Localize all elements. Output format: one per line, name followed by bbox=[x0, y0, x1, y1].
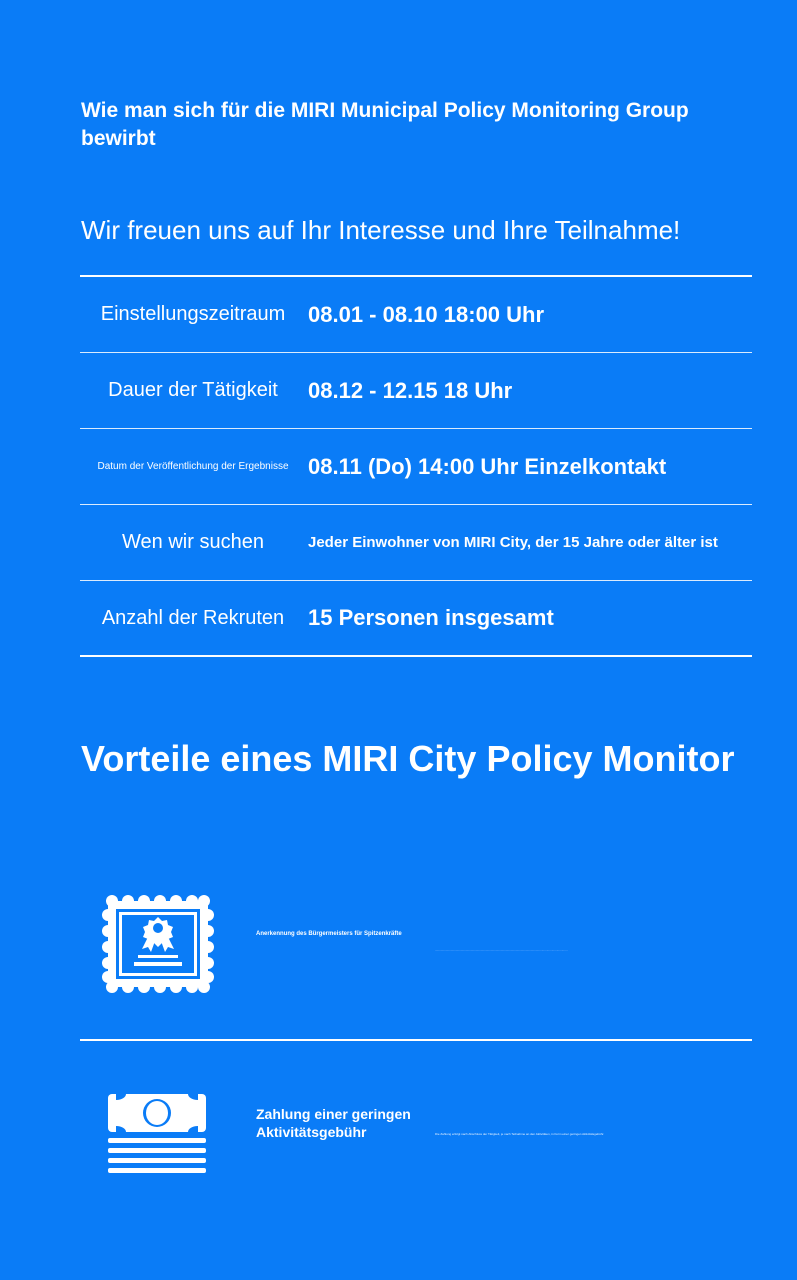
benefit-title: Anerkennung des Bürgermeisters für Spitzenkräfte bbox=[256, 931, 402, 937]
row-value: 08.01 - 08.10 18:00 Uhr bbox=[308, 301, 545, 327]
row-label: Einstellungszeitraum bbox=[100, 303, 286, 325]
certificate-icon bbox=[102, 895, 214, 998]
row-label: Anzahl der Rekruten bbox=[101, 606, 285, 629]
table-row bbox=[80, 353, 752, 429]
intro-text: Wir freuen uns auf Ihr Interesse und Ihre Teilnahme! bbox=[81, 215, 681, 245]
row-value: Jeder Einwohner von MIRI City, der 15 Jahre oder älter ist bbox=[308, 534, 718, 551]
benefit-description: ............................................................................................................................................................... bbox=[435, 948, 568, 952]
table-row bbox=[80, 277, 752, 353]
benefit-description: Die Zahlung erfolgt nach Abschluss der Tätigkeit, je nach Teilnahme an den Aktivitäten, in Form einer geringen Aktivitätsgebühr. bbox=[435, 1132, 605, 1136]
table-row bbox=[80, 505, 752, 581]
table-row bbox=[80, 581, 752, 655]
benefit-item bbox=[80, 1085, 752, 1180]
row-label: Datum der Veröffentlichung der Ergebnisse bbox=[97, 461, 289, 472]
row-label: Wen wir suchen bbox=[122, 531, 264, 553]
benefit-item bbox=[80, 890, 752, 1000]
benefit-title: Zahlung einer geringen Aktivitätsgebühr bbox=[256, 1106, 411, 1140]
page-title: Wie man sich für die MIRI Municipal Policy Monitoring Group bewirbt bbox=[81, 99, 689, 150]
row-value: 08.11 (Do) 14:00 Uhr Einzelkontakt bbox=[308, 453, 667, 479]
benefits-title: Vorteile eines MIRI City Policy Monitor bbox=[81, 738, 735, 779]
row-value: 08.12 - 12.15 18 Uhr bbox=[308, 377, 513, 403]
row-value: 15 Personen insgesamt bbox=[308, 605, 554, 630]
divider bbox=[80, 1039, 752, 1041]
row-label: Dauer der Tätigkeit bbox=[108, 379, 278, 401]
money-stack-icon bbox=[102, 1090, 212, 1183]
schedule-table bbox=[80, 275, 752, 657]
table-row bbox=[80, 429, 752, 505]
